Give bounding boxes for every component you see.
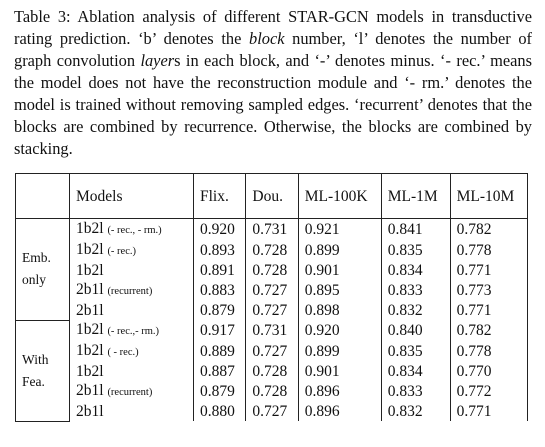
header-cell-dou: Dou. — [246, 174, 298, 219]
header-cell-flix: Flix. — [194, 174, 246, 219]
table-row — [16, 219, 528, 241]
group-label: With Fea. — [16, 320, 70, 421]
header-cell-ml100k: ML-100K — [298, 174, 381, 219]
value-cell: 0.896 — [298, 402, 381, 421]
value-cell: 0.832 — [381, 402, 450, 421]
value-cell: 0.731 — [246, 219, 298, 241]
table-caption — [14, 6, 532, 160]
model-annotation: (recurrent) — [107, 387, 153, 398]
model-name: 1b2l — [76, 321, 104, 338]
model-annotation: (recurrent) — [107, 286, 153, 297]
table-body — [16, 219, 528, 422]
value-cell: 0.778 — [450, 240, 527, 261]
value-cell: 0.879 — [194, 381, 246, 402]
value-cell: 0.773 — [450, 280, 527, 301]
model-cell — [70, 280, 194, 301]
value-cell: 0.889 — [194, 341, 246, 362]
value-cell: 0.899 — [298, 341, 381, 362]
model-name: 2b1l — [76, 302, 104, 319]
model-name: 2b1l — [76, 382, 104, 399]
model-cell — [70, 362, 194, 381]
table-row — [16, 402, 528, 421]
value-cell: 0.778 — [450, 341, 527, 362]
model-cell — [70, 219, 194, 241]
value-cell: 0.893 — [194, 240, 246, 261]
model-cell — [70, 381, 194, 402]
value-cell: 0.727 — [246, 341, 298, 362]
value-cell: 0.920 — [298, 320, 381, 341]
value-cell: 0.898 — [298, 301, 381, 320]
model-name: 1b2l — [76, 220, 104, 237]
value-cell: 0.899 — [298, 240, 381, 261]
model-annotation: (- rec.) — [107, 246, 136, 257]
value-cell: 0.727 — [246, 280, 298, 301]
value-cell: 0.880 — [194, 402, 246, 421]
value-cell: 0.834 — [381, 362, 450, 381]
ablation-table — [15, 173, 528, 422]
table-row — [16, 301, 528, 320]
caption-text-2: number, ‘l’ denotes the number of graph convolution — [14, 29, 532, 70]
header-cell-models: Models — [70, 174, 194, 219]
value-cell: 0.833 — [381, 280, 450, 301]
value-cell: 0.901 — [298, 362, 381, 381]
value-cell: 0.834 — [381, 261, 450, 280]
value-cell: 0.832 — [381, 301, 450, 320]
value-cell: 0.833 — [381, 381, 450, 402]
model-annotation: (- rec.,- rm.) — [107, 326, 160, 337]
model-name: 1b2l — [76, 363, 104, 380]
header-cell-ml1m: ML-1M — [381, 174, 450, 219]
value-cell: 0.771 — [450, 261, 527, 280]
caption-italic-layer: layer — [140, 51, 175, 70]
value-cell: 0.895 — [298, 280, 381, 301]
header-cell-ml10m: ML-10M — [450, 174, 527, 219]
value-cell: 0.782 — [450, 320, 527, 341]
table-row — [16, 320, 528, 341]
value-cell: 0.771 — [450, 301, 527, 320]
value-cell: 0.728 — [246, 261, 298, 280]
value-cell: 0.771 — [450, 402, 527, 421]
value-cell: 0.891 — [194, 261, 246, 280]
model-name: 2b1l — [76, 281, 104, 298]
value-cell: 0.879 — [194, 301, 246, 320]
value-cell: 0.883 — [194, 280, 246, 301]
value-cell: 0.835 — [381, 341, 450, 362]
table-row — [16, 362, 528, 381]
table-row — [16, 261, 528, 280]
caption-text-1: Table 3: Ablation analysis of different STAR-GCN models in transductive rating prediction. ‘b’ denotes the — [14, 7, 532, 48]
table-row — [16, 240, 528, 261]
model-name: 1b2l — [76, 262, 104, 279]
table-row — [16, 381, 528, 402]
value-cell: 0.782 — [450, 219, 527, 241]
value-cell: 0.920 — [194, 219, 246, 241]
value-cell: 0.840 — [381, 320, 450, 341]
value-cell: 0.728 — [246, 362, 298, 381]
caption-italic-block: block — [249, 29, 285, 48]
table-row — [16, 280, 528, 301]
model-annotation: ( - rec.) — [107, 347, 139, 358]
value-cell: 0.772 — [450, 381, 527, 402]
value-cell: 0.731 — [246, 320, 298, 341]
value-cell: 0.896 — [298, 381, 381, 402]
model-annotation: (- rec., - rm.) — [107, 225, 162, 236]
value-cell: 0.770 — [450, 362, 527, 381]
value-cell: 0.841 — [381, 219, 450, 241]
model-cell — [70, 301, 194, 320]
model-name: 2b1l — [76, 403, 104, 420]
model-name: 1b2l — [76, 241, 104, 258]
value-cell: 0.921 — [298, 219, 381, 241]
value-cell: 0.887 — [194, 362, 246, 381]
model-cell — [70, 341, 194, 362]
model-cell — [70, 320, 194, 341]
model-cell — [70, 261, 194, 280]
table-row — [16, 341, 528, 362]
group-label: Emb. only — [16, 219, 70, 321]
model-cell — [70, 402, 194, 421]
model-name: 1b2l — [76, 342, 104, 359]
value-cell: 0.728 — [246, 240, 298, 261]
header-row — [16, 174, 528, 219]
value-cell: 0.727 — [246, 402, 298, 421]
value-cell: 0.727 — [246, 301, 298, 320]
header-cell-group — [16, 174, 70, 219]
value-cell: 0.835 — [381, 240, 450, 261]
model-cell — [70, 240, 194, 261]
value-cell: 0.728 — [246, 381, 298, 402]
caption-text-3: s in each block, and ‘-’ denotes minus. ‘- rec.’ means the model does not have the reconstruction module and ‘- rm.’ denotes the model is trained without removing sampled edges. ‘recurrent’ denotes that the blocks are combined by recurrence. Otherwise, the blocks are combined by stacking. — [14, 51, 532, 158]
value-cell: 0.901 — [298, 261, 381, 280]
value-cell: 0.917 — [194, 320, 246, 341]
